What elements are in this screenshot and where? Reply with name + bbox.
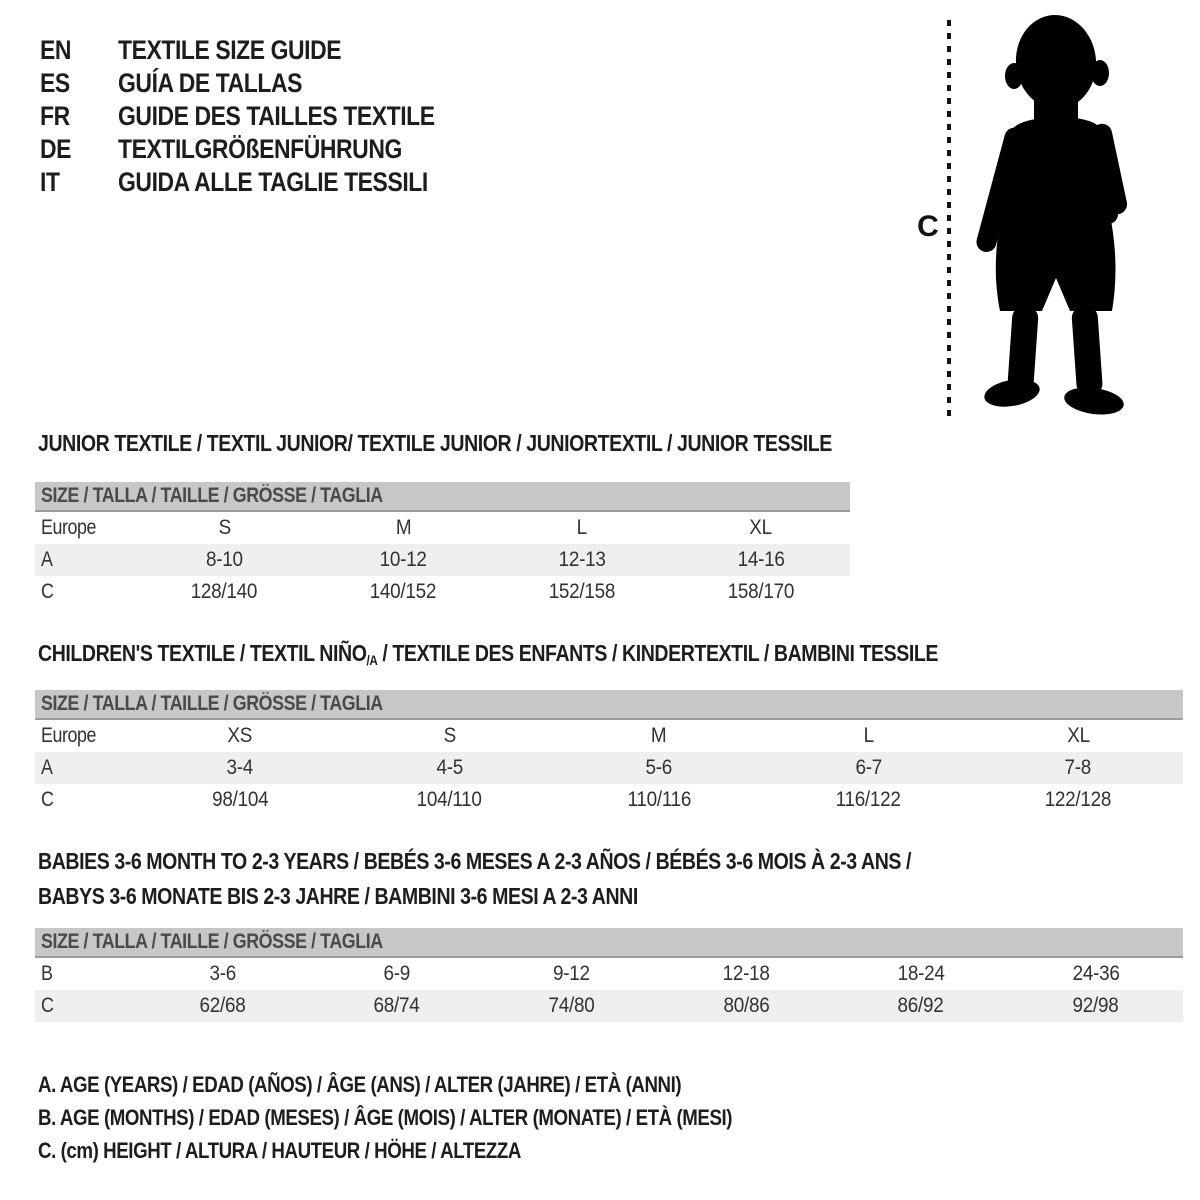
- language-code: EN: [40, 35, 72, 65]
- language-code: IT: [40, 167, 60, 197]
- junior-section-title: JUNIOR TEXTILE / TEXTIL JUNIOR/ TEXTILE JUNIOR / JUNIORTEXTIL / JUNIOR TESSILE: [38, 430, 832, 456]
- size-cell: 6-9: [383, 962, 411, 985]
- size-cell: 14-16: [737, 548, 785, 571]
- size-cell: XS: [227, 724, 253, 747]
- size-cell: XL: [1066, 724, 1090, 747]
- size-cell: 3-4: [226, 756, 254, 779]
- table-row: [35, 720, 1183, 752]
- size-cell: 8-10: [205, 548, 243, 571]
- size-cell: 7-8: [1064, 756, 1092, 779]
- language-row: [40, 166, 491, 199]
- row-label: C: [41, 994, 54, 1017]
- size-cell: 152/158: [548, 580, 616, 603]
- size-cell: M: [651, 724, 667, 747]
- size-cell: 74/80: [548, 994, 595, 1017]
- size-cell: 92/98: [1072, 994, 1119, 1017]
- measurement-legend: [38, 1068, 855, 1167]
- language-row: [40, 34, 491, 67]
- row-label: Europe: [41, 516, 97, 539]
- babies-size-table: [35, 928, 1183, 1022]
- toddler-silhouette-icon: [962, 10, 1142, 420]
- size-table-header: SIZE / TALLA / TAILLE / GRÖSSE / TAGLIA: [35, 482, 850, 512]
- size-cell: 128/140: [191, 580, 258, 603]
- language-title: GUIDA ALLE TAGLIE TESSILI: [118, 167, 428, 197]
- language-row: [40, 100, 491, 133]
- table-row: [35, 512, 850, 544]
- size-cell: 104/110: [416, 788, 482, 811]
- size-cell: 140/152: [369, 580, 437, 603]
- legend-line-c: C. (cm) HEIGHT / ALTURA / HAUTEUR / HÖHE / ALTEZZA: [38, 1137, 521, 1163]
- language-code: ES: [40, 68, 70, 98]
- children-size-table: [35, 690, 1183, 816]
- language-title: GUÍA DE TALLAS: [118, 68, 303, 98]
- table-row: [35, 752, 1183, 784]
- row-label: C: [41, 788, 54, 811]
- size-cell: 12-13: [558, 548, 606, 571]
- size-cell: L: [863, 724, 874, 747]
- height-measure-label: C: [917, 210, 939, 243]
- table-row: [35, 784, 1183, 816]
- size-cell: L: [576, 516, 587, 539]
- size-cell: 10-12: [379, 548, 427, 571]
- language-title: TEXTILE SIZE GUIDE: [118, 35, 342, 65]
- size-cell: 24-36: [1072, 962, 1120, 985]
- table-row: [35, 958, 1183, 990]
- size-cell: 116/122: [836, 788, 902, 811]
- table-row: [35, 576, 850, 608]
- row-label: A: [41, 548, 53, 571]
- size-cell: 62/68: [199, 994, 246, 1017]
- size-cell: 3-6: [209, 962, 236, 985]
- row-label: C: [41, 580, 54, 603]
- size-cell: 68/74: [374, 994, 420, 1017]
- size-cell: 98/104: [211, 788, 268, 811]
- size-cell: 5-6: [645, 756, 673, 779]
- size-cell: 4-5: [436, 756, 463, 779]
- babies-section-title: BABIES 3-6 MONTH TO 2-3 YEARS / BEBÉS 3-6 MESES A 2-3 AÑOS / BÉBÉS 3-6 MOIS À 2-3 ANS / BABYS 3-6 MONATE BIS 2-3 JAHRE / BAMBINI 3-6 MESI A 2-3 ANNI: [38, 848, 912, 909]
- size-cell: M: [395, 516, 411, 539]
- language-row: [40, 67, 491, 100]
- size-cell: 86/92: [898, 994, 944, 1017]
- children-section-title: CHILDREN'S TEXTILE / TEXTIL NIÑO/A / TEXTILE DES ENFANTS / KINDERTEXTIL / BAMBINI TESSILE: [38, 640, 939, 668]
- language-title: TEXTILGRÖßENFÜHRUNG: [118, 134, 402, 164]
- size-cell: 12-18: [722, 962, 770, 985]
- size-cell: 80/86: [723, 994, 770, 1017]
- size-cell: 158/170: [727, 580, 794, 603]
- language-title-list: [40, 34, 491, 199]
- size-table-header: SIZE / TALLA / TAILLE / GRÖSSE / TAGLIA: [35, 928, 1183, 958]
- legend-line-a: A. AGE (YEARS) / EDAD (AÑOS) / ÂGE (ANS) / ALTER (JAHRE) / ETÀ (ANNI): [38, 1071, 682, 1097]
- junior-size-table: [35, 482, 850, 608]
- size-cell: S: [218, 516, 231, 539]
- language-row: [40, 133, 491, 166]
- legend-line-b: B. AGE (MONTHS) / EDAD (MESES) / ÂGE (MOIS) / ALTER (MONATE) / ETÀ (MESI): [38, 1104, 733, 1130]
- row-label: A: [41, 756, 53, 779]
- language-code: FR: [40, 101, 70, 131]
- size-cell: 110/116: [627, 788, 691, 811]
- language-code: DE: [40, 134, 72, 164]
- nino-a-subscript: /A: [366, 652, 378, 668]
- size-cell: 122/128: [1044, 788, 1112, 811]
- size-cell: XL: [749, 516, 772, 539]
- size-cell: 6-7: [855, 756, 882, 779]
- language-title: GUIDE DES TAILLES TEXTILE: [118, 101, 435, 131]
- size-cell: S: [443, 724, 456, 747]
- size-table-header: SIZE / TALLA / TAILLE / GRÖSSE / TAGLIA: [35, 690, 1183, 720]
- table-row: [35, 990, 1183, 1022]
- size-cell: 9-12: [553, 962, 591, 985]
- table-row: [35, 544, 850, 576]
- size-cell: 18-24: [897, 962, 945, 985]
- row-label: B: [41, 962, 53, 985]
- row-label: Europe: [41, 724, 97, 747]
